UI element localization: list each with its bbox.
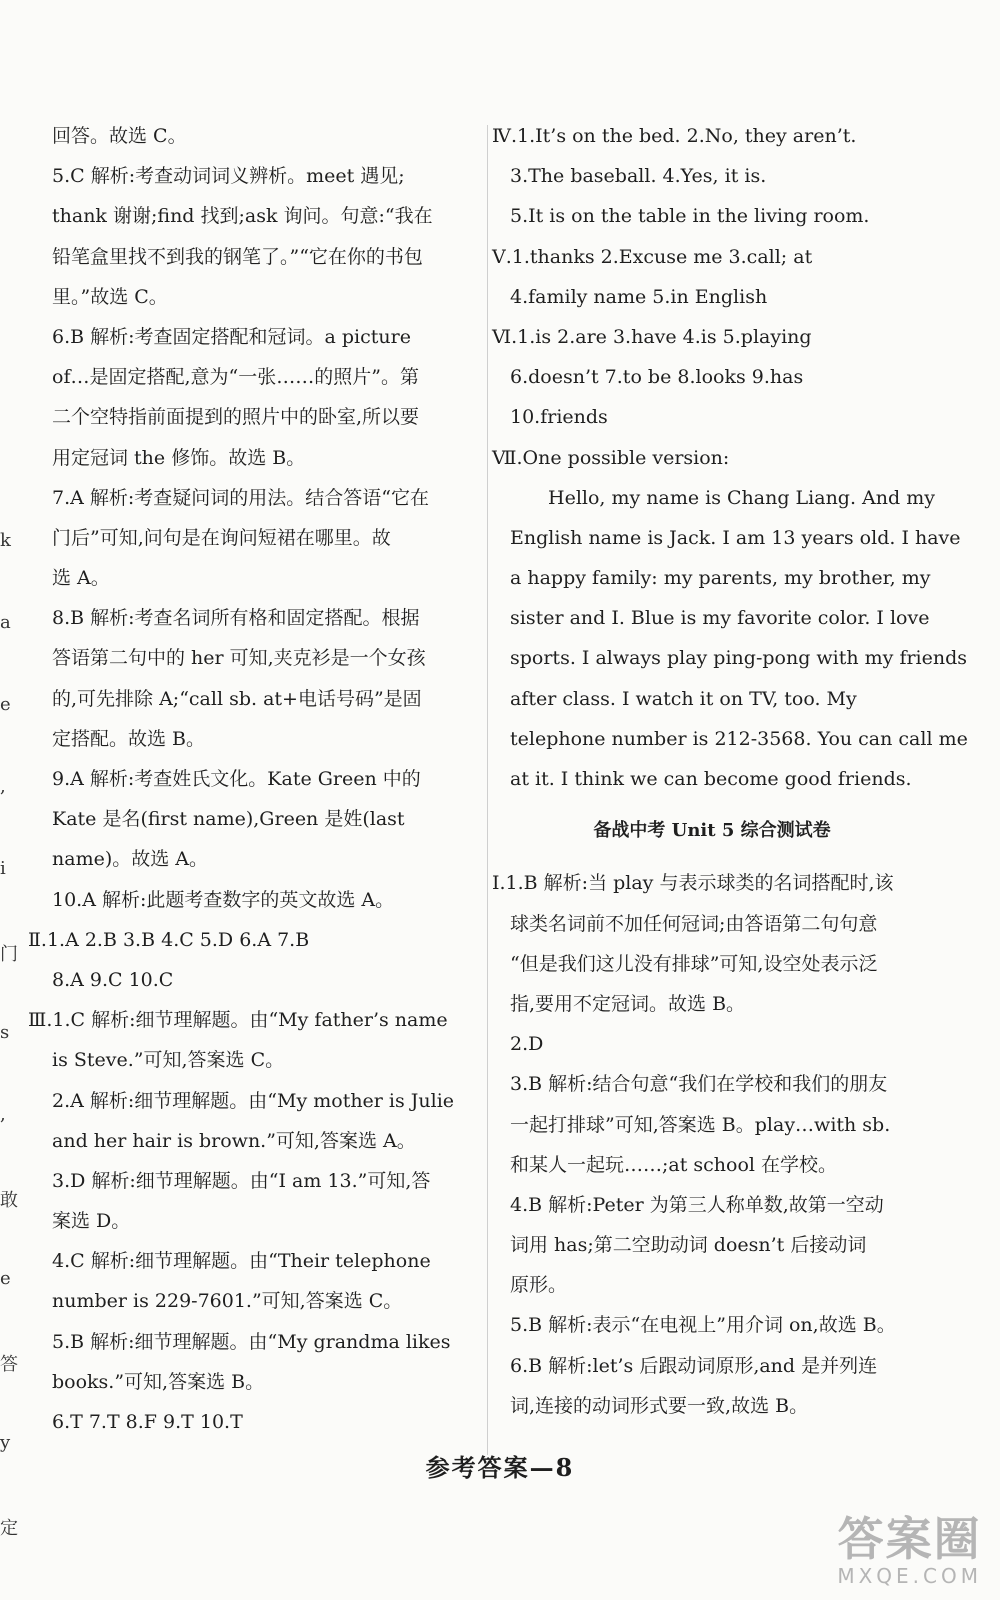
answer-line: Kate 是名(first name),Green 是姓(last (52, 808, 405, 831)
edge-fragment: 门 (0, 944, 18, 965)
answer-line: Ⅶ.One possible version: (492, 446, 730, 469)
answer-line: English name is Jack. I am 13 years old. I have (510, 526, 961, 549)
answer-line: 6.doesn’t 7.to be 8.looks 9.has (510, 366, 804, 389)
answer-line: 词,连接的动词形式要一致,故选 B。 (510, 1394, 809, 1417)
answer-line: 选 A。 (52, 567, 110, 590)
answer-line: 10.friends (510, 406, 608, 429)
answer-line: 原形。 (510, 1274, 568, 1297)
answer-line: 回答。故选 C。 (52, 125, 187, 147)
answer-line: 8.A 9.C 10.C (52, 968, 174, 991)
answer-line: of…是固定搭配,意为“一张……的照片”。第 (52, 366, 419, 389)
answer-line: telephone number is 212-3568. You can call me (510, 727, 968, 750)
left-column (22, 116, 468, 1442)
answer-line: 6.B 解析:考查固定搭配和冠词。a picture (52, 325, 411, 348)
answer-line: is Steve.”可知,答案选 C。 (52, 1049, 285, 1072)
answer-line: 一起打排球”可知,答案选 B。play…with sb. (510, 1113, 891, 1136)
answer-line: sister and I. Blue is my favorite color. I love (510, 607, 930, 630)
answer-line: Hello, my name is Chang Liang. And my (548, 486, 935, 509)
answer-line: “但是我们这儿没有排球”可知,设空处表示泛 (510, 952, 878, 975)
answer-line: 词用 has;第二空助动词 doesn’t 后接动词 (510, 1234, 867, 1257)
answer-line: books.”可知,答案选 B。 (52, 1370, 265, 1393)
answer-line: 6.T 7.T 8.F 9.T 10.T (52, 1411, 243, 1433)
edge-fragment: e (0, 694, 11, 715)
answer-line: a happy family: my parents, my brother, my (510, 567, 931, 590)
page-footer: 参考答案—8 (425, 1453, 575, 1482)
answer-line: 和某人一起玩……;at school 在学校。 (510, 1153, 838, 1176)
answer-line: 的,可先排除 A;“call sb. at+电话号码”是固 (52, 687, 422, 710)
answer-line: Ⅰ.1.B 解析:当 play 与表示球类的名词搭配时,该 (492, 872, 894, 895)
answer-line: 5.B 解析:表示“在电视上”用介词 on,故选 B。 (510, 1314, 896, 1337)
edge-fragment: e (0, 1268, 11, 1289)
answer-line: and her hair is brown.”可知,答案选 A。 (52, 1129, 416, 1152)
answer-line: 答语第二句中的 her 可知,夹克衫是一个女孩 (52, 647, 426, 670)
answer-line: 5.C 解析:考查动词词义辨析。meet 遇见; (52, 165, 405, 188)
answer-line: 6.B 解析:let’s 后跟动词原形,and 是并列连 (510, 1354, 878, 1377)
answer-line: 3.B 解析:结合句意“我们在学校和我们的朋友 (510, 1073, 888, 1096)
watermark-url: MXQE.COM (837, 1564, 982, 1588)
edge-fragment: 答 (0, 1354, 18, 1375)
edge-fragment: 定 (0, 1518, 18, 1539)
answer-line: at it. I think we can become good friends. (510, 768, 912, 790)
answer-line: 5.It is on the table in the living room. (510, 205, 870, 228)
answer-line: Ⅴ.1.thanks 2.Excuse me 3.call; at (492, 245, 813, 268)
answer-line: 10.A 解析:此题考查数字的英文故选 A。 (52, 888, 395, 911)
answer-line: after class. I watch it on TV, too. My (510, 687, 857, 710)
answer-line: 铅笔盒里找不到我的钢笔了。”“它在你的书包 (52, 245, 423, 268)
answer-line: 2.D (510, 1033, 544, 1056)
answer-line: thank 谢谢;find 找到;ask 询问。句意:“我在 (52, 205, 433, 228)
answer-line: sports. I always play ping-pong with my friends (510, 647, 968, 670)
edge-fragment: i (0, 858, 6, 879)
left-edge-clipped-text (0, 120, 18, 1539)
edge-fragment: a (0, 612, 11, 633)
answer-line: 8.B 解析:考查名词所有格和固定搭配。根据 (52, 607, 420, 630)
edge-fragment: , (0, 1104, 6, 1125)
answer-line: 定搭配。故选 B。 (52, 727, 206, 750)
answer-line: 3.D 解析:细节理解题。由“I am 13.”可知,答 (52, 1169, 431, 1192)
answer-line: 球类名词前不加任何冠词;由答语第二句句意 (510, 912, 878, 935)
answer-line: 3.The baseball. 4.Yes, it is. (510, 165, 767, 188)
edge-fragment: y (0, 1432, 11, 1453)
answer-line: 门后”可知,问句是在询问短裙在哪里。故 (52, 526, 391, 549)
answer-line: Ⅵ.1.is 2.are 3.have 4.is 5.playing (492, 325, 812, 348)
answer-line: 2.A 解析:细节理解题。由“My mother is Julie (52, 1089, 455, 1112)
edge-fragment: k (0, 530, 11, 551)
edge-fragment: 敢 (0, 1190, 18, 1211)
answer-line: 里。”故选 C。 (52, 285, 168, 308)
edge-fragment: , (0, 776, 6, 797)
right-column (492, 116, 968, 1426)
answer-line: 4.family name 5.in English (510, 285, 768, 308)
answer-line: 二个空特指前面提到的照片中的卧室,所以要 (52, 406, 420, 429)
section-heading: 备战中考 Unit 5 综合测试卷 (593, 820, 831, 842)
answer-line: 指,要用不定冠词。故选 B。 (510, 992, 746, 1015)
answer-line: 用定冠词 the 修饰。故选 B。 (52, 446, 306, 469)
answer-line: 4.B 解析:Peter 为第三人称单数,故第一空动 (510, 1193, 884, 1216)
answer-line: 4.C 解析:细节理解题。由“Their telephone (52, 1250, 431, 1273)
answer-line: 9.A 解析:考查姓氏文化。Kate Green 中的 (52, 768, 421, 790)
answer-line: 7.A 解析:考查疑问词的用法。结合答语“它在 (52, 486, 430, 509)
answer-line: name)。故选 A。 (52, 848, 208, 871)
answer-line: 案选 D。 (52, 1210, 131, 1233)
watermark-logo: 答案圈 (837, 1512, 982, 1566)
answer-line: number is 229-7601.”可知,答案选 C。 (52, 1290, 403, 1313)
answer-line: Ⅲ.1.C 解析:细节理解题。由“My father’s name (28, 1009, 448, 1032)
watermark (837, 1514, 982, 1588)
answer-line: Ⅳ.1.It’s on the bed. 2.No, they aren’t. (492, 125, 857, 147)
answer-line: 5.B 解析:细节理解题。由“My grandma likes (52, 1330, 451, 1353)
column-divider (487, 125, 488, 1455)
edge-fragment: s (0, 1022, 10, 1043)
answer-line: Ⅱ.1.A 2.B 3.B 4.C 5.D 6.A 7.B (28, 928, 310, 951)
